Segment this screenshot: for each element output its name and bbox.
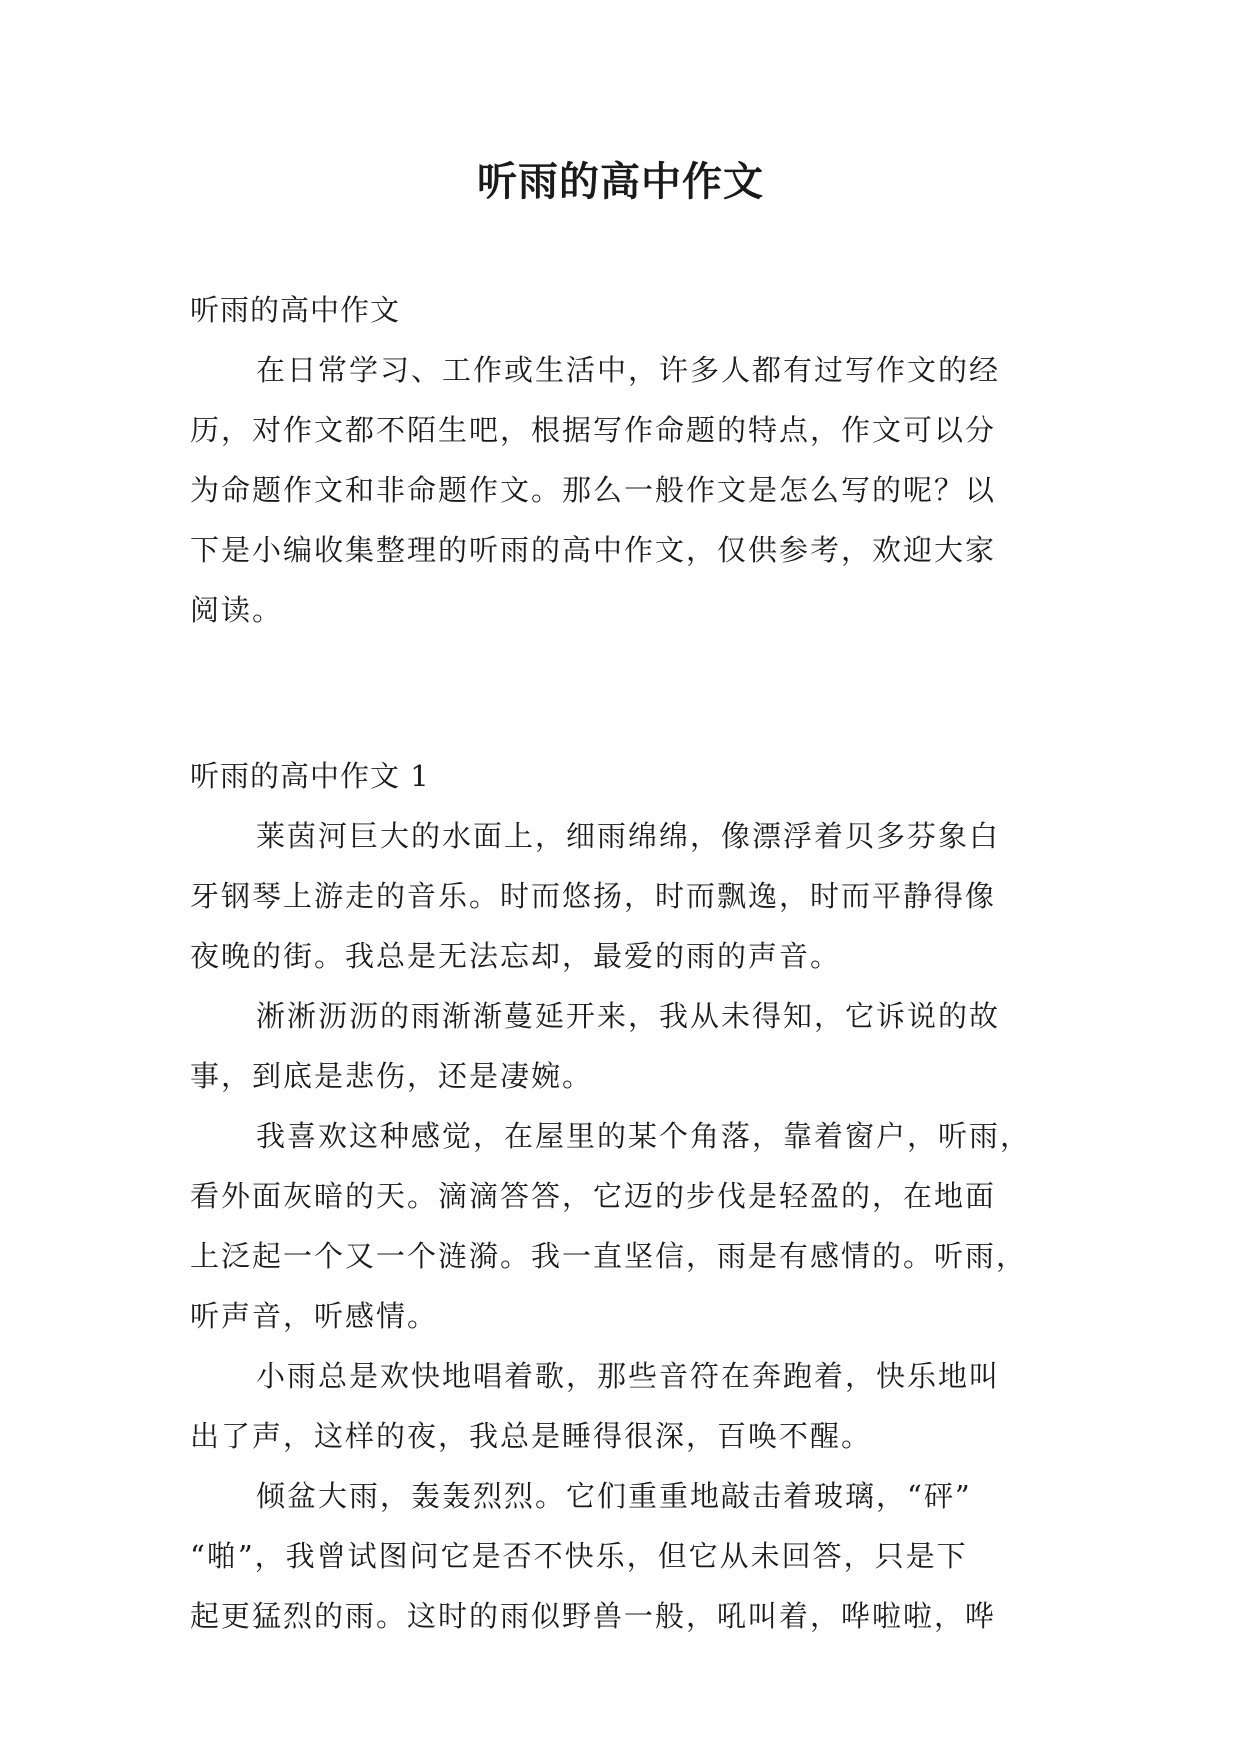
intro-line: 历，对作文都不陌生吧，根据写作命题的特点，作文可以分 (190, 413, 997, 447)
paragraph-line: 事，到底是悲伤，还是凄婉。 (190, 1059, 594, 1093)
paragraph-line: 听声音，听感情。 (190, 1299, 439, 1333)
paragraph-line: 我喜欢这种感觉，在屋里的某个角落，靠着窗户，听雨， (256, 1119, 1032, 1153)
paragraph-line: 淅淅沥沥的雨渐渐蔓延开来，我从未得知，它诉说的故 (256, 999, 1001, 1033)
paragraph-line: 上泛起一个又一个涟漪。我一直坚信，雨是有感情的。听雨， (190, 1239, 1028, 1273)
section-gap (190, 640, 1060, 746)
document-title: 听雨的高中作文 (477, 158, 764, 205)
paragraph-line: 牙钢琴上游走的音乐。时而悠扬，时而飘逸，时而平静得像 (190, 879, 997, 913)
intro-line: 阅读。 (190, 593, 284, 627)
intro-line: 为命题作文和非命题作文。那么一般作文是怎么写的呢？以 (190, 473, 997, 507)
paragraph-line: 小雨总是欢快地唱着歌，那些音符在奔跑着，快乐地叫 (256, 1359, 1001, 1393)
paragraph-line: 起更猛烈的雨。这时的雨似野兽一般，吼叫着，哗啦啦，哗 (190, 1599, 997, 1633)
paragraph-line: 倾盆大雨，轰轰烈烈。它们重重地敲击着玻璃，“砰” (256, 1479, 972, 1513)
paragraph-line: “啪”，我曾试图问它是否不快乐，但它从未回答，只是下 (190, 1539, 968, 1573)
document-body (190, 280, 1060, 1646)
essay-heading: 听雨的高中作文 1 (190, 759, 430, 793)
paragraph-line: 夜晚的街。我总是无法忘却，最爱的雨的声音。 (190, 939, 842, 973)
paragraph-line: 看外面灰暗的天。滴滴答答，它迈的步伐是轻盈的，在地面 (190, 1179, 997, 1213)
intro-line: 在日常学习、工作或生活中，许多人都有过写作文的经 (256, 353, 1001, 387)
paragraph-line: 出了声，这样的夜，我总是睡得很深，百唤不醒。 (190, 1419, 873, 1453)
intro-heading: 听雨的高中作文 (190, 293, 401, 327)
paragraph-line: 莱茵河巨大的水面上，细雨绵绵，像漂浮着贝多芬象白 (256, 819, 1001, 853)
intro-line: 下是小编收集整理的听雨的高中作文，仅供参考，欢迎大家 (190, 533, 997, 567)
